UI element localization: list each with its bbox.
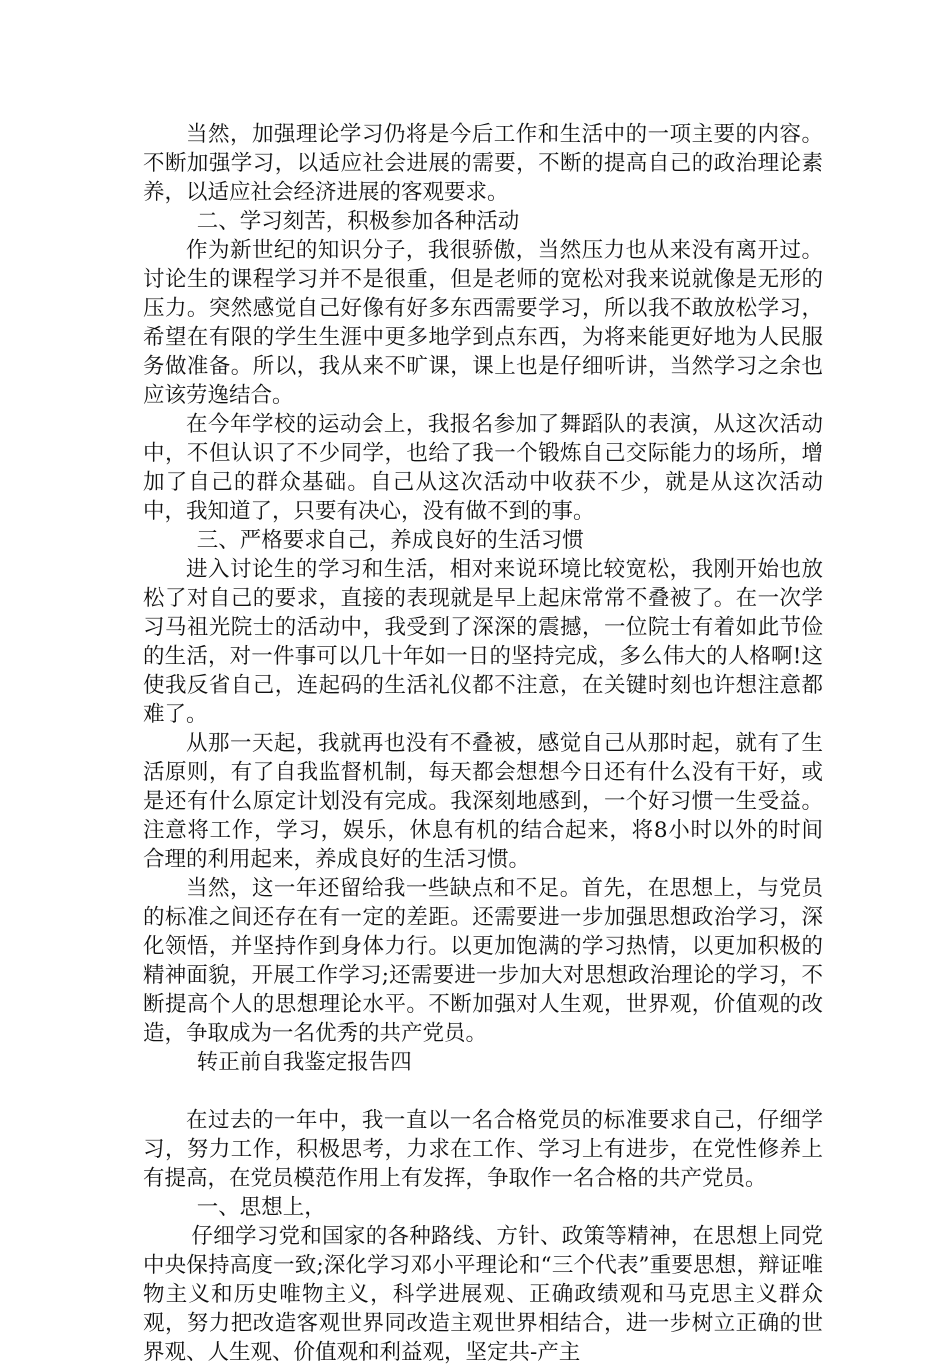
paragraph-past-year: 在过去的一年中，我一直以一名合格党员的标准要求自己，仔细学习，努力工作，积极思考，力求在工作、学习上有进步，在党性修养上有提高，在党员模范作用上有发挥，争取作一名合格的共产党员。 bbox=[143, 1108, 823, 1191]
blank-line bbox=[143, 1077, 823, 1106]
document-page bbox=[143, 120, 823, 1367]
paragraph-study-policies: 仔细学习党和国家的各种路线、方针、政策等精神，在思想上同党中央保持高度一致;深化学习邓小平理论和“三个代表”重要思想，辩证唯物主义和历史唯物主义，科学进展观、正确政绩观和马克思主义群众观，努力把改造客观世界同改造主观世界相结合，进一步树立正确的世界观、人生观、价值观和利益观，坚定共-产主 bbox=[143, 1224, 823, 1365]
heading-study-hard: 二、学习刻苦，积极参加各种活动 bbox=[196, 209, 520, 234]
paragraph-shortcomings: 当然，这一年还留给我一些缺点和不足。首先，在思想上，与党员的标准之间还存在有一定的差距。还需要进一步加强思想政治学习，深化领悟，并坚持作到身体力行。以更加饱满的学习热情，以更加积极的精神面貌，开展工作学习;还需要进一步加大对思想政治理论的学习，不断提高个人的思想理论水平。不断加强对人生观，世界观，价值观的改造，争取成为一名优秀的共产党员。 bbox=[143, 876, 823, 1046]
paragraph-living-habits: 进入讨论生的学习和生活，相对来说环境比较宽松，我刚开始也放松了对自己的要求，直接的表现就是早上起床常常不叠被了。在一次学习马祖光院士的活动中，我受到了深深的震撼，一位院士有着如此节俭的生活，对一件事可以几十年如一日的坚持完成，多么伟大的人格啊!这使我反省自己，连起码的生活礼仪都不注意，在关键时刻也许想注意都难了。 bbox=[143, 557, 823, 727]
paragraph-graduate-pressure: 作为新世纪的知识分子，我很骄傲，当然压力也从来没有离开过。讨论生的课程学习并不是很重，但是老师的宽松对我来说就像是无形的压力。突然感觉自己好像有好多东西需要学习，所以我不敢放松学习，希望在有限的学生生涯中更多地学到点东西，为将来能更好地为人民服务做准备。所以，我从来不旷课，课上也是仔细听讲，当然学习之余也应该劳逸结合。 bbox=[143, 238, 823, 408]
heading-strict-self: 三、严格要求自己，养成良好的生活习惯 bbox=[196, 528, 584, 553]
paragraph-theory-study: 当然，加强理论学习仍将是今后工作和生活中的一项主要的内容。不断加强学习，以适应社会进展的需要，不断的提高自己的政治理论素养，以适应社会经济进展的客观要求。 bbox=[143, 122, 823, 205]
paragraph-sports-meet: 在今年学校的运动会上，我报名参加了舞蹈队的表演，从这次活动中，不但认识了不少同学，也给了我一个锻炼自己交际能力的场所，增加了自己的群众基础。自己从这次活动中收获不少，就是从这次活动中，我知道了，只要有决心，没有做不到的事。 bbox=[143, 412, 823, 524]
heading-ideology: 一、思想上， bbox=[196, 1195, 326, 1220]
paragraph-from-that-day: 从那一天起，我就再也没有不叠被，感觉自己从那时起，就有了生活原则，有了自我监督机制，每天都会想想今日还有什么没有干好，或是还有什么原定计划没有完成。我深刻地感到，一个好习惯一生受益。注意将工作，学习，娱乐，休息有机的结合起来，将8小时以外的时间合理的利用起来，养成良好的生活习惯。 bbox=[143, 731, 823, 872]
heading-report-four: 转正前自我鉴定报告四 bbox=[196, 1050, 412, 1075]
